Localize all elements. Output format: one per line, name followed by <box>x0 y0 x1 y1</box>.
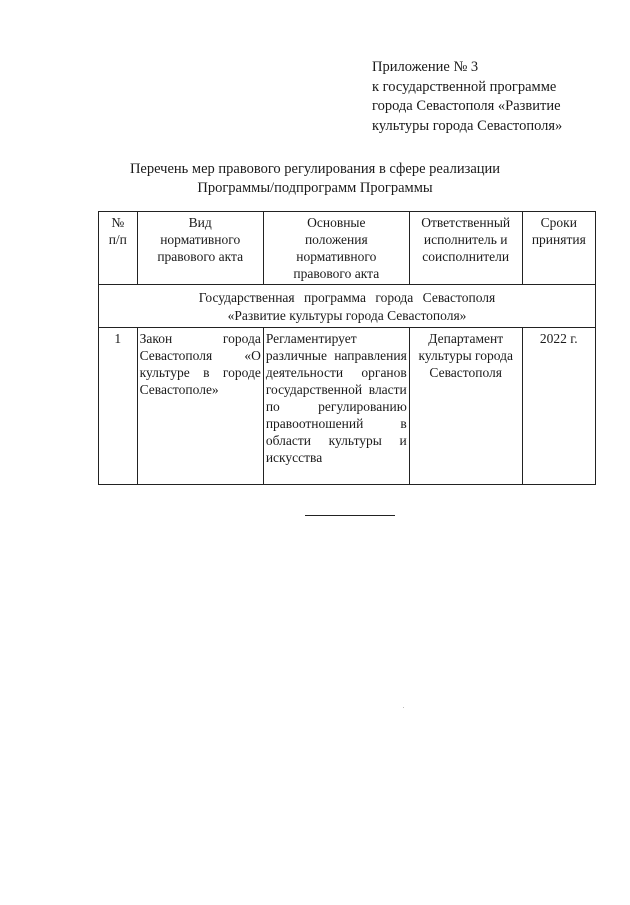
cell-act-type: Закон города Севастополя «О культуре в городе Севастополе» <box>137 328 263 485</box>
header-text: нормативного <box>160 232 241 247</box>
scan-speck <box>403 707 404 708</box>
header-term <box>522 212 595 285</box>
cell-number: 1 <box>99 328 138 485</box>
header-number <box>99 212 138 285</box>
end-divider <box>305 515 395 516</box>
header-act-type <box>137 212 263 285</box>
appendix-heading <box>372 58 602 136</box>
header-text: исполнитель и <box>423 232 508 247</box>
cell-provisions: Регламентирует различные направления деятельности органов государственной власти по регулированию правоотношений в области культуры и искусства <box>263 328 409 485</box>
document-title <box>0 160 630 198</box>
section-title-line-1: Государственная программа города Севастополя <box>198 290 496 305</box>
appendix-line: к государственной программе <box>372 78 557 95</box>
header-text: соисполнители <box>422 249 510 264</box>
cell-executor: Департамент культуры города Севастополя <box>409 328 522 485</box>
section-title-line-2: «Развитие культуры города Севастополя» <box>227 308 467 323</box>
appendix-line: Приложение № 3 <box>372 59 479 75</box>
header-text: № <box>111 215 125 230</box>
header-provisions <box>263 212 409 285</box>
header-text: нормативного <box>296 249 377 264</box>
header-text: Основные <box>307 215 366 230</box>
section-row <box>99 285 596 328</box>
header-text: правового акта <box>293 266 380 281</box>
header-executor <box>409 212 522 285</box>
regulation-table <box>98 211 596 485</box>
header-text: Вид <box>188 215 212 230</box>
table-header-row <box>99 212 596 285</box>
appendix-line: культуры города Севастополя» <box>372 117 563 134</box>
title-line-2: Программы/подпрограмм Программы <box>197 180 433 196</box>
appendix-line: города Севастополя «Развитие <box>372 98 561 114</box>
header-text: Сроки <box>540 215 577 230</box>
section-cell <box>99 285 596 328</box>
header-text: правового акта <box>157 249 244 264</box>
cell-term: 2022 г. <box>522 328 595 485</box>
header-text: Ответственный <box>421 215 511 230</box>
title-line-1: Перечень мер правового регулирования в сфере реализации <box>129 161 501 177</box>
table-row <box>99 328 596 485</box>
header-text: принятия <box>531 232 586 247</box>
header-text: положения <box>304 232 368 247</box>
header-text: п/п <box>108 232 127 247</box>
